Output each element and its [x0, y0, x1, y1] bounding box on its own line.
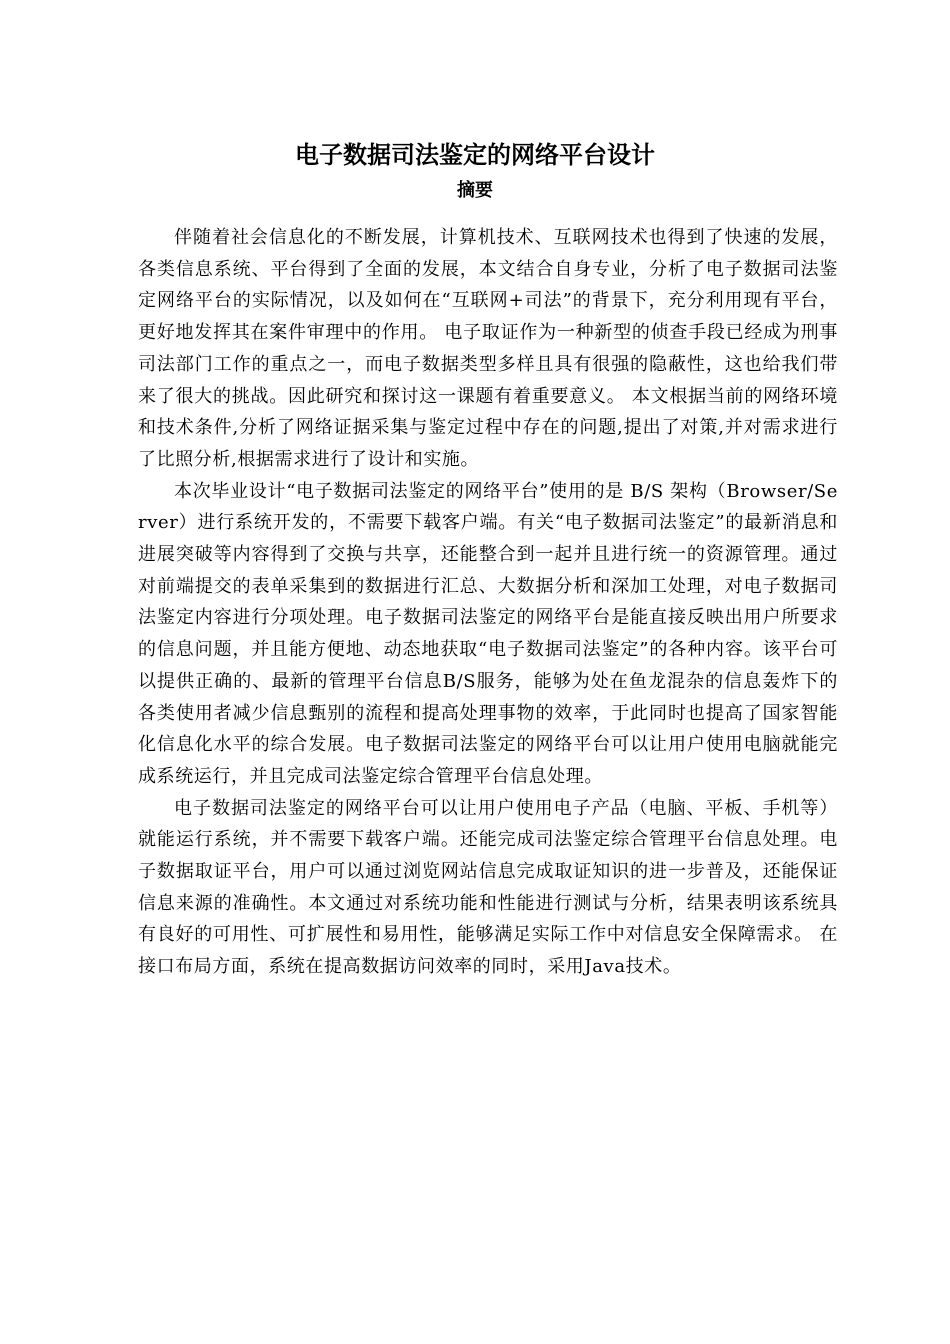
abstract-body: [138, 222, 838, 983]
abstract-paragraph-2: 本次毕业设计“电子数据司法鉴定的网络平台”使用的是 B/S 架构（Browser/Server）进行系统开发的，不需要下载客户端。有关“电子数据司法鉴定”的最新消息和进展突破等内容得到了交换与共享，还能整合到一起并且进行统一的资源管理。通过对前端提交的表单采集到的数据进行汇总、大数据分析和深加工处理，对电子数据司法鉴定内容进行分项处理。电子数据司法鉴定的网络平台是能直接反映出用户所要求的信息问题，并且能方便地、动态地获取“电子数据司法鉴定”的各种内容。该平台可以提供正确的、最新的管理平台信息B/S服务，能够为处在鱼龙混杂的信息轰炸下的各类使用者减少信息甄别的流程和提高处理事物的效率，于此同时也提高了国家智能化信息化水平的综合发展。电子数据司法鉴定的网络平台可以让用户使用电脑就能完成系统运行，并且完成司法鉴定综合管理平台信息处理。: [138, 480, 838, 787]
document-title: 电子数据司法鉴定的网络平台设计: [295, 141, 655, 169]
abstract-paragraph-1: 伴随着社会信息化的不断发展，计算机技术、互联网技术也得到了快速的发展，各类信息系统、平台得到了全面的发展，本文结合自身专业，分析了电子数据司法鉴定网络平台的实际情况，以及如何在“互联网+司法”的背景下，充分利用现有平台，更好地发挥其在案件审理中的作用。 电子取证作为一种新型的侦查手段已经成为刑事司法部门工作的重点之一，而电子数据类型多样且具有很强的隐蔽性，这也给我们带来了很大的挑战。因此研究和探讨这一课题有着重要意义。 本文根据当前的网络环境和技术条件,分析了网络证据采集与鉴定过程中存在的问题,提出了对策,并对需求进行了比照分析,根据需求进行了设计和实施。: [138, 227, 838, 470]
abstract-heading: 摘要: [457, 180, 493, 201]
abstract-paragraph-3: 电子数据司法鉴定的网络平台可以让用户使用电子产品（电脑、平板、手机等）就能运行系统，并不需要下载客户端。还能完成司法鉴定综合管理平台信息处理。电子数据取证平台，用户可以通过浏览网站信息完成取证知识的进一步普及，还能保证信息来源的准确性。本文通过对系统功能和性能进行测试与分析，结果表明该系统具有良好的可用性、可扩展性和易用性，能够满足实际工作中对信息安全保障需求。 在接口布局方面，系统在提高数据访问效率的同时，采用Java技术。: [138, 797, 838, 978]
